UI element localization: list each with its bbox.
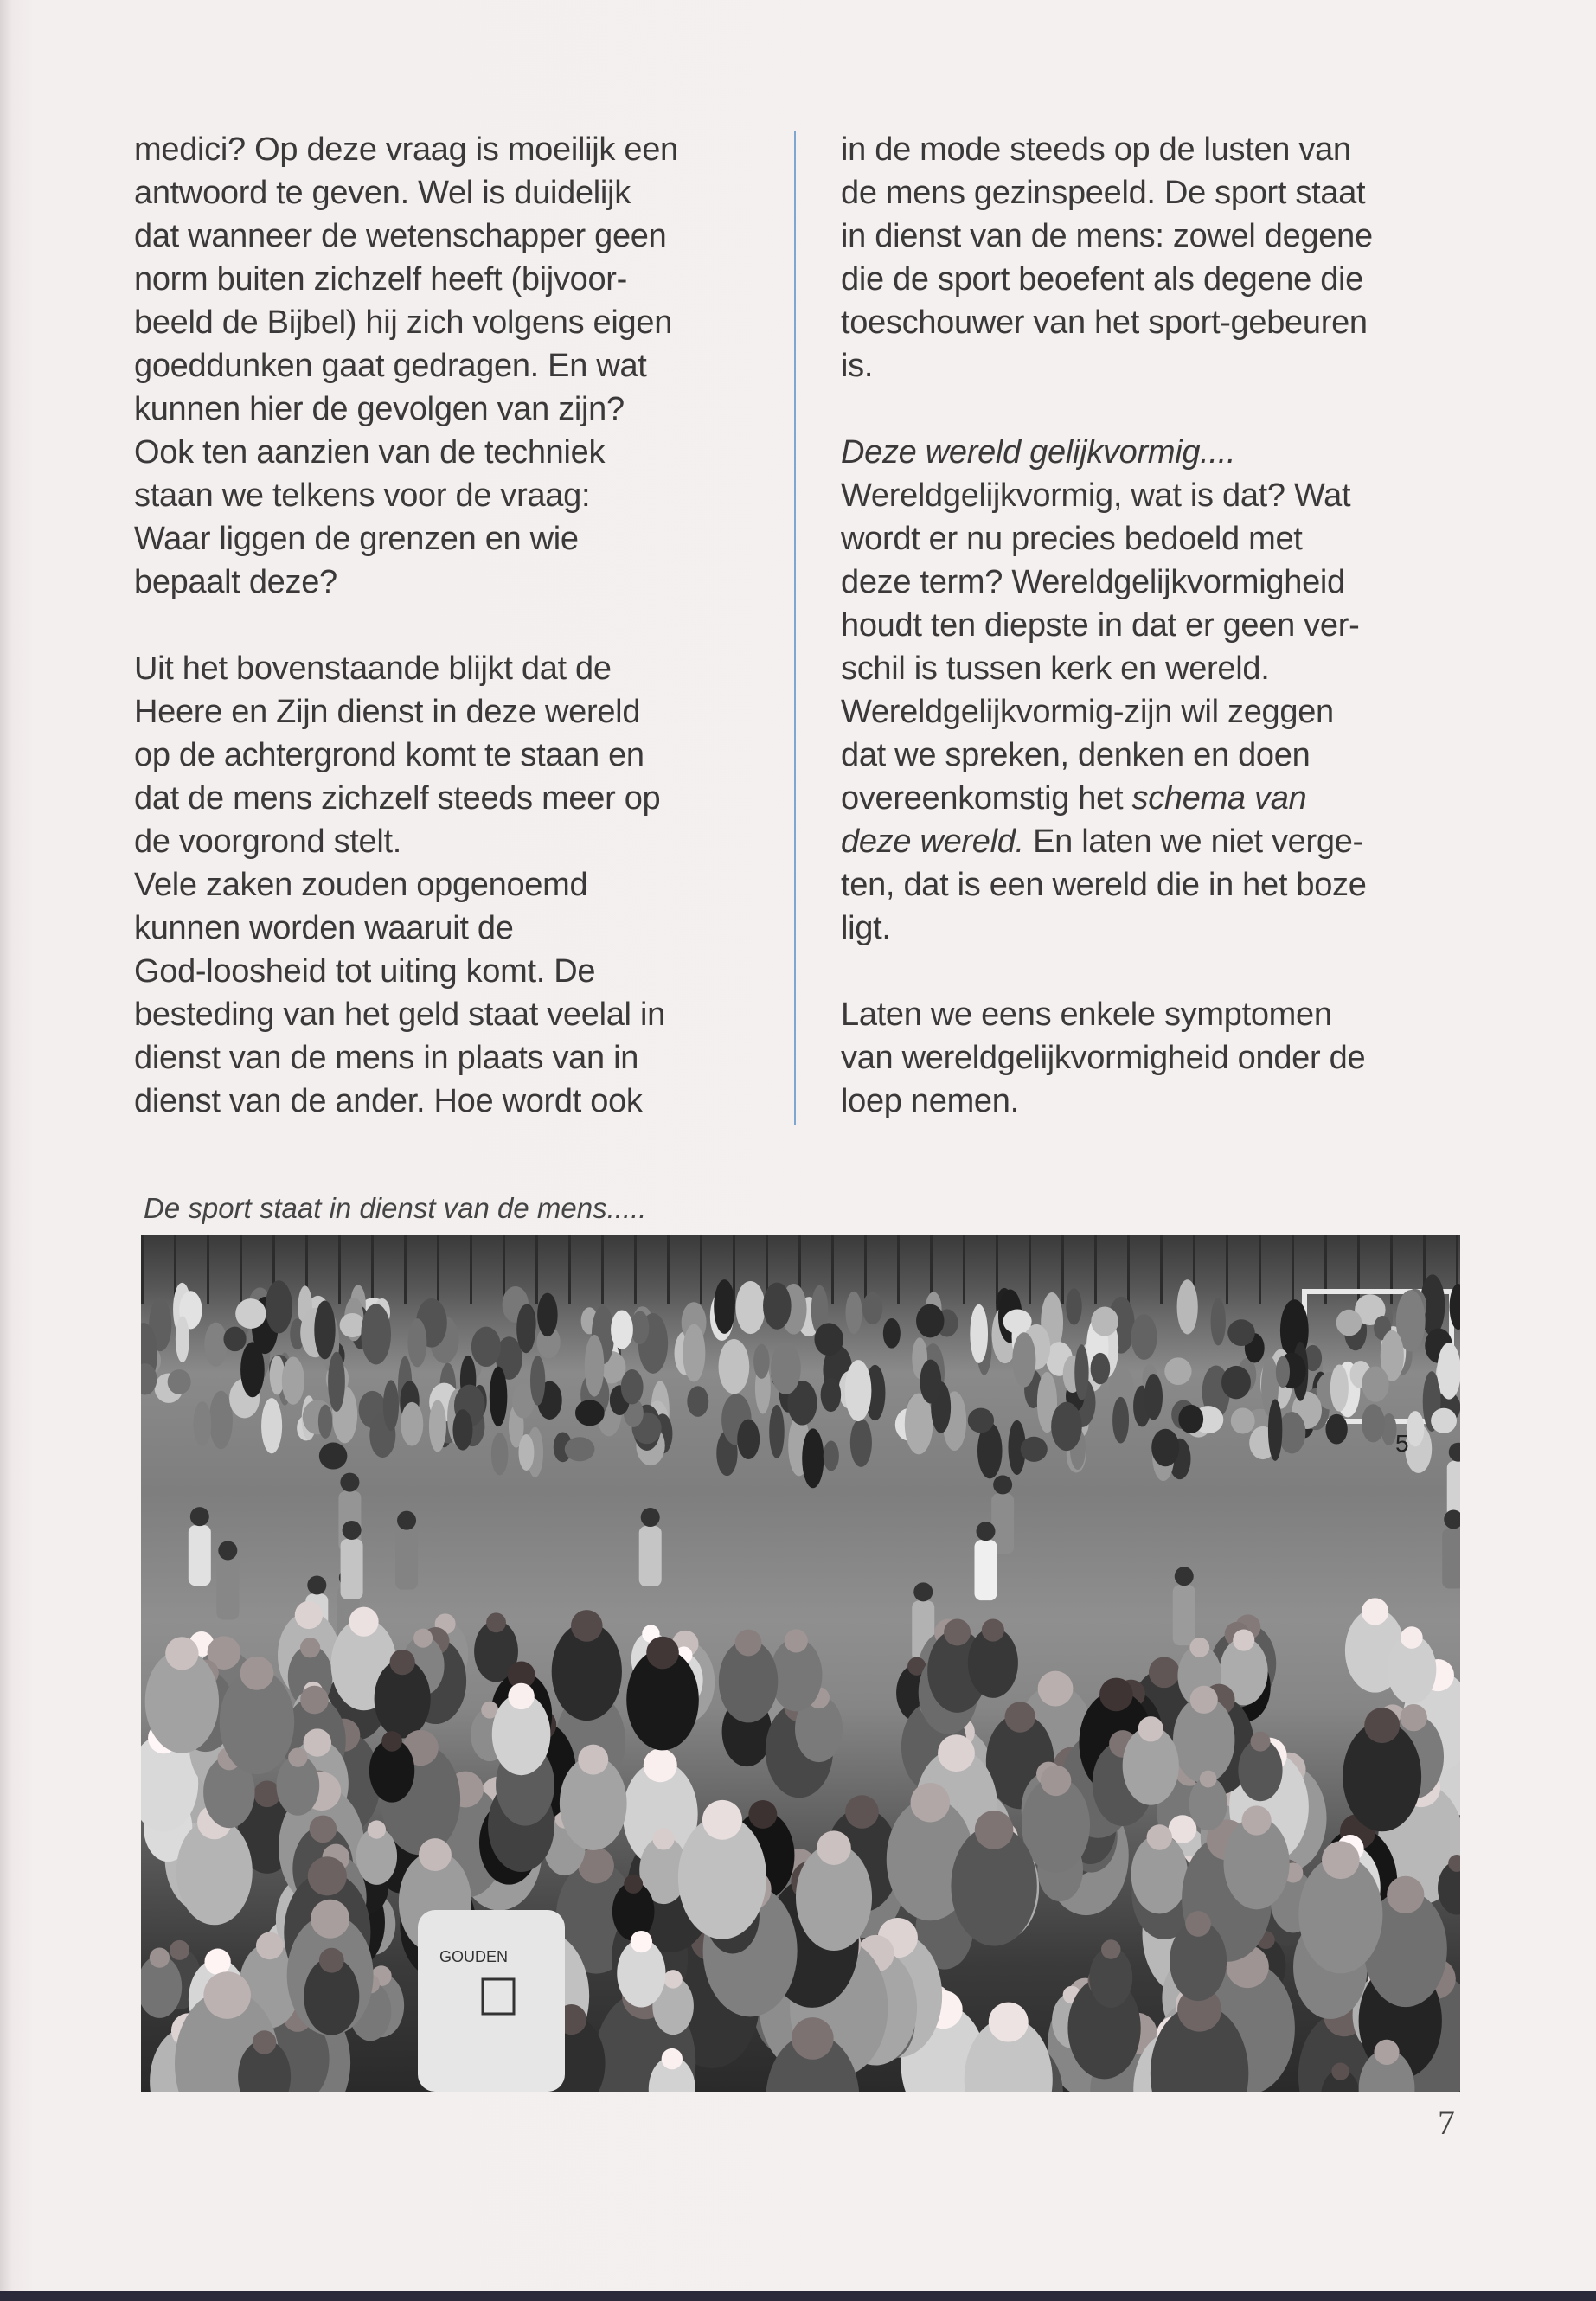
crowd-figure — [753, 1344, 769, 1379]
jacket-text: GOUDEN — [439, 1948, 509, 1965]
italic-text: schema van — [1131, 780, 1307, 817]
crowd-figure — [319, 1443, 348, 1470]
crowd-figure — [1091, 1307, 1118, 1336]
fence-post — [1127, 1235, 1130, 1304]
crowd-figure — [1012, 1332, 1035, 1387]
text-line: de mens gezinspeeld. De sport staat — [841, 175, 1366, 211]
scan-edge — [0, 2291, 1596, 2301]
text-line: norm buiten zichzelf heeft (bijvoor- — [134, 261, 628, 298]
italic-text: Deze wereld gelijkvormig.... — [841, 434, 1236, 471]
spectator-head — [1147, 1824, 1172, 1849]
spectator-head — [300, 1638, 320, 1657]
text-line — [841, 388, 1373, 431]
crowd-figure — [802, 1428, 824, 1488]
fence-post — [963, 1235, 965, 1304]
crowd-figure — [1021, 1437, 1048, 1462]
spectator-head — [311, 1900, 349, 1939]
fence-post — [996, 1235, 998, 1304]
crowd-figure — [1407, 1411, 1425, 1446]
spectator-head — [735, 1630, 762, 1657]
fence-post — [1094, 1235, 1097, 1304]
spectator-head — [203, 1971, 251, 2019]
spectator-head — [381, 1731, 402, 1752]
crowd-figure — [763, 1283, 792, 1330]
crowd-figure — [1074, 1344, 1088, 1400]
crowd-figure — [401, 1402, 423, 1446]
crowd-figure — [1091, 1353, 1111, 1384]
crowd-figure — [223, 1327, 246, 1352]
text-line: houdt ten diepste in dat er geen ver- — [841, 607, 1360, 644]
crowd-figure — [1151, 1429, 1179, 1467]
spectator-head — [368, 1820, 386, 1838]
crowd-figure — [537, 1293, 557, 1336]
crowd-figure — [1164, 1357, 1191, 1385]
right-text-column — [841, 128, 1373, 1123]
spectator-head — [1190, 1686, 1218, 1714]
crowd-figure — [920, 1360, 941, 1404]
player-head — [307, 1576, 326, 1595]
text-line: kunnen worden waaruit de — [134, 910, 514, 946]
crowd-figure — [240, 1342, 265, 1397]
spectator-head — [785, 1629, 808, 1652]
crowd-figure — [565, 1437, 595, 1461]
crowd-figure — [735, 1281, 765, 1334]
spectator-head — [1331, 2062, 1349, 2080]
player-head — [218, 1541, 237, 1560]
text-line: Wereldgelijkvormig-zijn wil zeggen — [841, 694, 1334, 730]
crowd-figure — [1051, 1402, 1082, 1451]
spectator-head — [1387, 1876, 1424, 1913]
text-line: ligt. — [841, 910, 891, 946]
text-line: schil is tussen kerk en wereld. — [841, 651, 1270, 687]
player-figure — [395, 1529, 418, 1590]
text-line: dienst van de mens in plaats van in — [134, 1040, 639, 1076]
text-line: is. — [841, 348, 874, 384]
fence-post — [667, 1235, 670, 1304]
spectator-head — [1233, 1630, 1254, 1651]
spectator-head — [1138, 1716, 1163, 1741]
crowd-figure — [769, 1405, 784, 1458]
player-head — [1444, 1510, 1460, 1529]
crowd-figure — [194, 1401, 212, 1446]
fence-post — [207, 1235, 209, 1304]
crowd-figure — [1279, 1412, 1306, 1453]
fence-post — [634, 1235, 637, 1304]
spectator-head — [300, 1686, 329, 1715]
crowd-figure — [1437, 1343, 1460, 1399]
crowd-figure — [1131, 1314, 1157, 1360]
spectator-head — [1189, 1638, 1209, 1657]
crowd-figure — [490, 1367, 508, 1427]
italic-text: deze wereld. — [841, 824, 1024, 860]
player-head — [641, 1508, 660, 1527]
crowd-figure — [1003, 1310, 1032, 1334]
player-head — [993, 1475, 1012, 1494]
spectator-head — [1362, 1598, 1388, 1625]
spectator-head — [319, 1948, 344, 1973]
spectator-head — [1101, 1939, 1120, 1958]
text-line: toeschouwer van het sport-gebeuren — [841, 304, 1368, 341]
fence-post — [864, 1235, 867, 1304]
spectator-head — [989, 2003, 1029, 2042]
shirt-number: 5 — [1395, 1430, 1409, 1457]
crowd-figure — [968, 1408, 994, 1433]
spectator-head — [1322, 1841, 1360, 1879]
crowd-figure — [518, 1434, 534, 1471]
crowd-figure — [168, 1369, 191, 1394]
fence-post — [404, 1235, 407, 1304]
crowd-figure — [209, 1391, 233, 1450]
player-figure — [1442, 1529, 1460, 1589]
crowd-figure — [1362, 1367, 1388, 1402]
spectator-head — [982, 1618, 1004, 1641]
spectator-head — [508, 1683, 534, 1709]
crowd-figure — [1177, 1279, 1198, 1334]
spectator-head — [578, 1745, 608, 1775]
crowd-figure — [1221, 1366, 1251, 1400]
crowd-figure — [821, 1378, 842, 1412]
crowd-figure — [1211, 1298, 1226, 1346]
spectator-head — [1374, 2040, 1399, 2065]
player-head — [913, 1582, 933, 1601]
crowd-figure — [361, 1304, 391, 1364]
player-figure — [189, 1525, 211, 1586]
spectator-head — [240, 1657, 273, 1690]
spectator-head — [1099, 1678, 1133, 1712]
text-line: beeld de Bijbel) hij zich volgens eigen — [134, 304, 673, 341]
page-number: 7 — [1438, 2103, 1455, 2142]
spectator-head — [571, 1610, 603, 1642]
spectator-head — [419, 1838, 452, 1871]
spectator-head — [1185, 1911, 1211, 1937]
text-line: in dienst van de mens: zowel degene — [841, 218, 1373, 254]
text-line: in de mode steeds op de lusten van — [841, 131, 1351, 168]
crowd-figure — [845, 1292, 862, 1334]
spectator-head — [1401, 1704, 1427, 1731]
crowd-figure — [176, 1316, 189, 1362]
player-figure — [216, 1559, 239, 1619]
spectator-head — [413, 1629, 433, 1648]
fence-post — [1226, 1235, 1228, 1304]
crowd-figure — [1362, 1404, 1385, 1442]
spectator-head — [1401, 1626, 1423, 1649]
crowd-figure — [575, 1400, 605, 1426]
crowd-figure — [737, 1420, 760, 1459]
text-line: die de sport beoefent als degene die — [841, 261, 1364, 298]
crowd-figure — [611, 1310, 633, 1349]
text-line: Wereldgelijkvormig, wat is dat? Wat — [841, 478, 1351, 514]
white-jacket — [418, 1910, 565, 2092]
spectator-head — [944, 1619, 971, 1646]
player-head — [190, 1507, 209, 1526]
crowd-photo — [141, 1235, 1460, 2092]
text-line — [134, 604, 678, 647]
fence-post — [240, 1235, 242, 1304]
crowd-figure — [683, 1324, 705, 1382]
crowd-figure — [1066, 1288, 1081, 1324]
crowd-figure — [631, 1311, 649, 1344]
crowd-figure — [314, 1300, 335, 1359]
crowd-figure — [261, 1398, 282, 1453]
crowd-figure — [407, 1318, 426, 1367]
crowd-figure — [516, 1304, 535, 1353]
player-head — [1449, 1443, 1460, 1462]
spectator-head — [624, 1875, 643, 1894]
text-line: Uit het bovenstaande blijkt dat de — [134, 651, 612, 687]
fence-post — [1292, 1235, 1294, 1304]
crowd-figure — [845, 1360, 872, 1421]
spectator-head — [663, 1970, 682, 1988]
text-line: kunnen hier de gevolgen van zijn? — [134, 391, 625, 427]
crowd-figure — [383, 1380, 399, 1431]
text-line: goeddunken gaat gedragen. En wat — [134, 348, 647, 384]
text-line: de voorgrond stelt. — [134, 824, 402, 860]
crowd-figure — [714, 1279, 735, 1334]
text-line: dat de mens zichzelf steeds meer op — [134, 780, 661, 817]
text-line: Waar liggen de grenzen en wie — [134, 521, 579, 557]
crowd-figure — [1431, 1408, 1457, 1433]
crowd-figure — [1227, 1319, 1255, 1346]
spectator-head — [1200, 1771, 1217, 1788]
spectator-head — [204, 1949, 230, 1975]
player-head — [343, 1521, 362, 1540]
crowd-figure — [429, 1400, 446, 1452]
crowd-figure — [1336, 1310, 1362, 1336]
text-line: antwoord te geven. Wel is duidelijk — [134, 175, 631, 211]
player-head — [397, 1511, 416, 1530]
text-line — [841, 820, 1373, 863]
spectator-head — [975, 1811, 1014, 1849]
spectator-head — [390, 1650, 415, 1675]
text-line — [841, 431, 1373, 474]
spectator-head — [817, 1830, 851, 1865]
fence-post — [601, 1235, 604, 1304]
spectator-head — [792, 2017, 834, 2060]
crowd-figure — [235, 1298, 266, 1329]
crowd-figure — [282, 1357, 304, 1405]
text-line: deze term? Wereldgelijkvormigheid — [841, 564, 1345, 600]
crowd-figure — [585, 1335, 605, 1397]
crowd-figure — [850, 1419, 872, 1467]
crowd-figure — [1144, 1374, 1163, 1420]
player-figure — [341, 1539, 363, 1599]
spectator-head — [653, 1828, 675, 1849]
text-line: Ook ten aanzien van de techniek — [134, 434, 606, 471]
spectator-head — [1005, 1702, 1035, 1732]
crowd-figure — [883, 1318, 901, 1349]
player-head — [340, 1473, 359, 1492]
crowd-figure — [1325, 1414, 1347, 1445]
text-line: medici? Op deze vraag is moeilijk een — [134, 131, 678, 168]
crowd-figure — [1112, 1397, 1129, 1444]
spectator-head — [253, 2030, 276, 2054]
spectator-head — [1149, 1657, 1180, 1688]
crowd-figure — [530, 1356, 545, 1405]
fence-post — [568, 1235, 571, 1304]
spectator-head — [349, 1607, 378, 1637]
crowd-figure — [204, 1323, 228, 1367]
crowd-figure — [318, 1405, 332, 1439]
spectator-head — [308, 1856, 347, 1895]
crowd-figure — [328, 1352, 345, 1412]
spectator-head — [845, 1795, 879, 1829]
spectator-head — [631, 1931, 652, 1952]
crowd-figure — [719, 1339, 750, 1394]
fence-post — [700, 1235, 702, 1304]
text-line: van wereldgelijkvormigheid onder de — [841, 1040, 1366, 1076]
spectator-head — [256, 1932, 284, 1960]
fence-post — [1259, 1235, 1261, 1304]
crowd-figure — [1268, 1400, 1282, 1461]
text-line — [841, 777, 1373, 820]
player-figure — [1173, 1585, 1195, 1645]
crowd-figure — [824, 1441, 839, 1471]
fence-post — [1061, 1235, 1064, 1304]
spectator-head — [310, 1816, 337, 1843]
crowd-figure — [1276, 1356, 1290, 1388]
column-divider — [794, 131, 796, 1125]
spectator-head — [486, 1612, 506, 1632]
spectator-head — [1038, 1671, 1074, 1707]
crowd-figure — [687, 1386, 708, 1417]
text-line: ten, dat is een wereld die in het boze — [841, 867, 1367, 903]
text-segment: overeenkomstig het — [841, 780, 1132, 817]
crowd-figure — [916, 1304, 944, 1338]
fence-post — [437, 1235, 439, 1304]
crowd-figure — [266, 1280, 292, 1333]
text-line: Laten we eens enkele symptomen — [841, 997, 1332, 1033]
spectator-head — [938, 1734, 975, 1772]
spectator-head — [748, 1800, 777, 1829]
spectator-head — [662, 2048, 683, 2069]
spectator-head — [295, 1601, 323, 1629]
fence-post — [371, 1235, 374, 1304]
text-line: besteding van het geld staat veelal in — [134, 997, 665, 1033]
crowd-figure — [621, 1369, 644, 1404]
text-segment: En laten we niet verge- — [1023, 824, 1363, 860]
spectator-head — [1241, 1805, 1271, 1835]
crowd-figure — [452, 1409, 472, 1450]
text-line — [841, 950, 1373, 993]
player-figure — [974, 1540, 997, 1600]
text-line: dat we spreken, denken en doen — [841, 737, 1311, 773]
crowd-figure — [1330, 1365, 1349, 1412]
spectator-head — [170, 1940, 189, 1960]
spectator-head — [288, 1747, 307, 1766]
crowd-figure — [862, 1292, 882, 1324]
spectator-head — [911, 1783, 951, 1823]
fence-post — [1029, 1235, 1031, 1304]
crowd-figure — [1178, 1405, 1203, 1433]
text-line: dienst van de ander. Hoe wordt ook — [134, 1083, 643, 1119]
spectator-head — [165, 1637, 198, 1670]
spectator-head — [702, 1800, 742, 1840]
fence-post — [141, 1235, 144, 1304]
spectator-head — [304, 1728, 331, 1756]
player-head — [976, 1522, 995, 1541]
text-line: op de achtergrond komt te staan en — [134, 737, 644, 773]
photo-caption: De sport staat in dienst van de mens..... — [144, 1192, 647, 1224]
crowd-figure — [814, 1323, 843, 1356]
text-line: God-loosheid tot uiting komt. De — [134, 953, 596, 990]
spectator-head — [1041, 1766, 1072, 1797]
crowd-figure — [970, 1304, 988, 1363]
fence-post — [470, 1235, 472, 1304]
crowd-figure — [491, 1433, 509, 1475]
player-head — [1175, 1567, 1194, 1586]
left-text-column — [134, 128, 678, 1123]
crowd-photo-illustration — [141, 1235, 1460, 2092]
spectator-head — [644, 1748, 677, 1782]
text-line: dat wanneer de wetenschapper geen — [134, 218, 667, 254]
text-line: loep nemen. — [841, 1083, 1019, 1119]
player-figure — [639, 1526, 662, 1586]
crowd-figure — [1231, 1408, 1255, 1434]
fence-post — [897, 1235, 900, 1304]
spectator-head — [646, 1637, 679, 1670]
text-line: Vele zaken zouden opgenoemd — [134, 867, 588, 903]
crowd-figure — [771, 1343, 801, 1394]
text-line: wordt er nu precies bedoeld met — [841, 521, 1303, 557]
fence-post — [535, 1235, 538, 1304]
spectator-head — [1250, 1732, 1270, 1752]
fence-post — [831, 1235, 834, 1304]
spectator-head — [1364, 1708, 1400, 1743]
text-line: Heere en Zijn dienst in deze wereld — [134, 694, 641, 730]
text-line: staan we telkens voor de vraag: — [134, 478, 591, 514]
spectator-head — [150, 1948, 170, 1968]
crowd-figure — [471, 1327, 501, 1367]
fence-post — [338, 1235, 341, 1304]
text-line: bepaalt deze? — [134, 564, 337, 600]
fence-post — [1160, 1235, 1163, 1304]
